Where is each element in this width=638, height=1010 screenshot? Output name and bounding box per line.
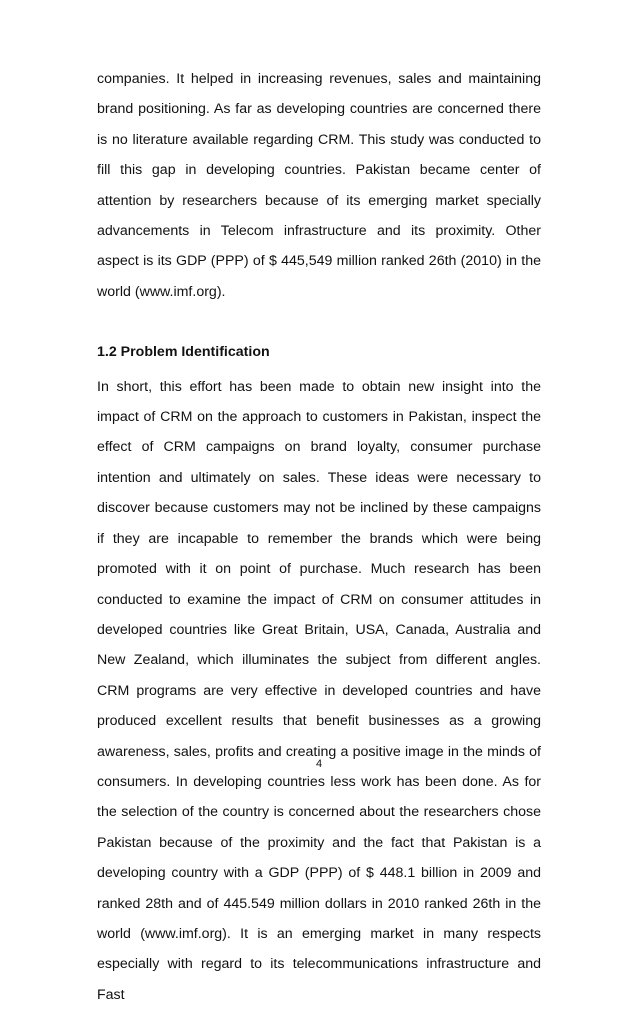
page-body xyxy=(97,64,541,1010)
page-number: 4 xyxy=(315,758,323,770)
body-paragraph-intro: companies. It helped in increasing revenues, sales and maintaining brand positioning. As far as developing countries are concerned there is no literature available regarding CRM. This study was conducted to fill this gap in developing countries. Pakistan became center of attention by researchers because of its emerging market specially advancements in Telecom infrastructure and its proximity. Other aspect is its GDP (PPP) of $ 445,549 million ranked 26th (2010) in the world (www.imf.org). xyxy=(97,71,541,300)
section-heading: 1.2 Problem Identification xyxy=(97,344,270,361)
body-paragraph-problem: In short, this effort has been made to obtain new insight into the impact of CRM on the approach to customers in Pakistan, inspect the effect of CRM campaigns on brand loyalty, consumer purchase intention and ultimately on sales. These ideas were necessary to discover because customers may not be inclined by these campaigns if they are incapable to remember the brands which were being promoted with it on point of purchase. Much research has been conducted to examine the impact of CRM on consumer attitudes in developed countries like Great Britain, USA, Canada, Australia and New Zealand, which illuminates the subject from different angles. CRM programs are very effective in developed countries and have produced excellent results that benefit businesses as a growing awareness, sales, profits and creating a positive image in the minds of consumers. In developing countries less work has been done. As for the selection of the country is concerned about the researchers chose Pakistan because of the proximity and the fact that Pakistan is a developing country with a GDP (PPP) of $ 448.1 billion in 2009 and ranked 28th and of 445.549 million dollars in 2010 ranked 26th in the world (www.imf.org). It is an emerging market in many respects especially with regard to its telecommunications infrastructure and Fast xyxy=(97,378,541,1003)
